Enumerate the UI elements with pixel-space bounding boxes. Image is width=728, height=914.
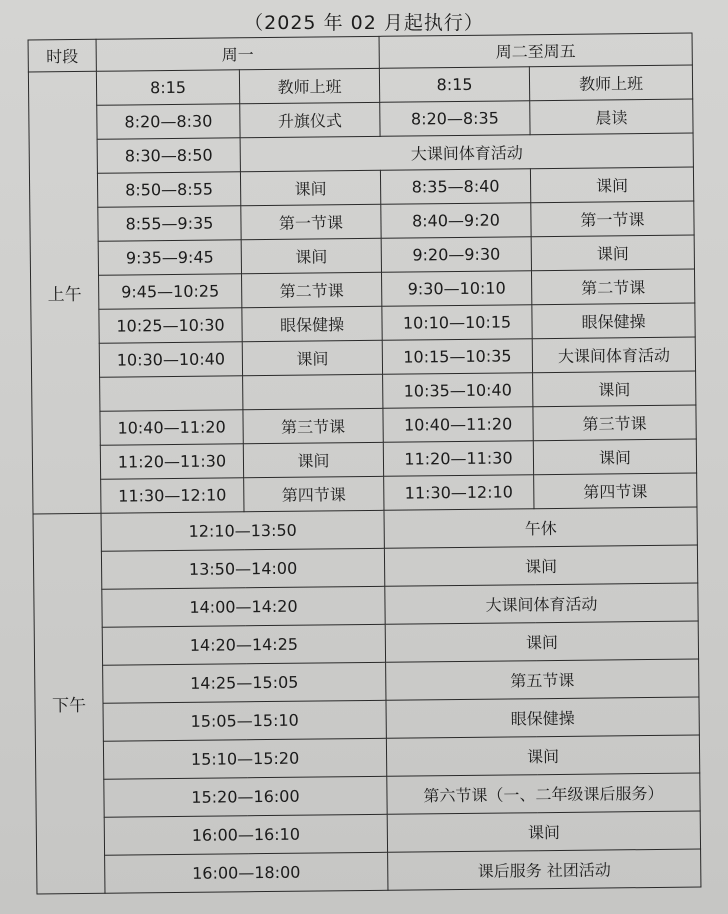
mon-time xyxy=(100,376,243,411)
mon-activity: 课间 xyxy=(240,170,380,205)
pm-time: 15:10—15:20 xyxy=(103,738,386,779)
tf-activity: 晨读 xyxy=(530,99,693,135)
table-row xyxy=(37,849,701,894)
mon-time: 8:20—8:30 xyxy=(97,104,240,139)
tf-time: 8:20—8:35 xyxy=(380,101,530,137)
tf-activity: 课间 xyxy=(531,235,694,271)
pm-time: 14:00—14:20 xyxy=(102,586,385,627)
tf-time: 11:30—12:10 xyxy=(384,475,534,511)
mon-time: 8:55—9:35 xyxy=(98,206,241,241)
tf-time: 10:40—11:20 xyxy=(383,407,533,443)
tf-activity: 课间 xyxy=(530,167,693,203)
mon-time: 9:45—10:25 xyxy=(99,274,242,309)
tf-activity: 第三节课 xyxy=(533,405,696,441)
period-afternoon: 下午 xyxy=(33,513,105,894)
pm-time: 16:00—16:10 xyxy=(104,814,387,855)
tf-activity: 大课间体育活动 xyxy=(532,337,695,373)
mon-activity: 升旗仪式 xyxy=(240,102,380,137)
pm-time: 15:20—16:00 xyxy=(104,776,387,817)
mon-time: 10:25—10:30 xyxy=(99,308,242,343)
mon-activity: 课间 xyxy=(243,442,383,477)
tf-time: 9:30—10:10 xyxy=(382,271,532,307)
tf-time: 10:10—10:15 xyxy=(382,305,532,341)
mon-activity: 第四节课 xyxy=(244,476,384,511)
pm-activity: 课间 xyxy=(385,621,698,662)
pm-time: 14:25—15:05 xyxy=(103,662,386,703)
mon-time: 8:30—8:50 xyxy=(97,138,240,173)
tf-time: 8:40—9:20 xyxy=(381,203,531,239)
pm-activity: 课间 xyxy=(387,811,700,852)
mon-activity: 第一节课 xyxy=(241,204,381,239)
tf-activity: 课间 xyxy=(533,439,696,475)
mon-time: 11:20—11:30 xyxy=(100,444,243,479)
mon-activity xyxy=(243,374,383,409)
tf-time: 10:35—10:40 xyxy=(383,373,533,409)
pm-activity: 课间 xyxy=(384,545,697,586)
mon-activity: 第三节课 xyxy=(243,408,383,443)
pm-activity: 课后服务 社团活动 xyxy=(388,849,701,890)
tf-activity: 第四节课 xyxy=(534,473,697,509)
pm-time: 15:05—15:10 xyxy=(103,700,386,741)
tf-activity: 第二节课 xyxy=(532,269,695,305)
pm-time: 16:00—18:00 xyxy=(105,852,388,893)
pm-activity: 大课间体育活动 xyxy=(385,583,698,624)
tf-time: 10:15—10:35 xyxy=(382,339,532,375)
header-tue-fri: 周二至周五 xyxy=(379,33,692,68)
mon-time: 9:35—9:45 xyxy=(98,240,241,275)
mon-time: 8:15 xyxy=(96,70,239,105)
mon-activity: 第二节课 xyxy=(242,272,382,307)
mon-activity: 课间 xyxy=(242,340,382,375)
tf-time: 8:35—8:40 xyxy=(380,169,530,205)
pm-activity: 课间 xyxy=(386,735,699,776)
header-period: 时段 xyxy=(28,39,96,72)
tf-activity: 教师上班 xyxy=(529,65,692,101)
pm-activity: 第六节课（一、二年级课后服务） xyxy=(387,773,700,814)
mon-time: 10:30—10:40 xyxy=(99,342,242,377)
pm-time: 14:20—14:25 xyxy=(102,624,385,665)
tf-time: 11:20—11:30 xyxy=(383,441,533,477)
header-monday: 周一 xyxy=(96,36,379,71)
merged-activity: 大课间体育活动 xyxy=(240,133,693,172)
schedule-table xyxy=(28,33,702,895)
period-morning: 上午 xyxy=(28,71,101,514)
mon-activity: 教师上班 xyxy=(239,68,379,103)
mon-activity: 眼保健操 xyxy=(242,306,382,341)
pm-activity: 第五节课 xyxy=(386,659,699,700)
tf-activity: 第一节课 xyxy=(531,201,694,237)
mon-time: 8:50—8:55 xyxy=(97,172,240,207)
tf-activity: 课间 xyxy=(533,371,696,407)
schedule-caption: （2025 年 02 月起执行） xyxy=(244,12,484,34)
pm-time: 12:10—13:50 xyxy=(101,510,384,551)
pm-activity: 眼保健操 xyxy=(386,697,699,738)
mon-time: 11:30—12:10 xyxy=(101,478,244,513)
tf-time: 8:15 xyxy=(379,67,529,103)
pm-activity: 午休 xyxy=(384,507,697,548)
tf-time: 9:20—9:30 xyxy=(381,237,531,273)
mon-activity: 课间 xyxy=(241,238,381,273)
tf-activity: 眼保健操 xyxy=(532,303,695,339)
mon-time: 10:40—11:20 xyxy=(100,410,243,445)
pm-time: 13:50—14:00 xyxy=(101,548,384,589)
